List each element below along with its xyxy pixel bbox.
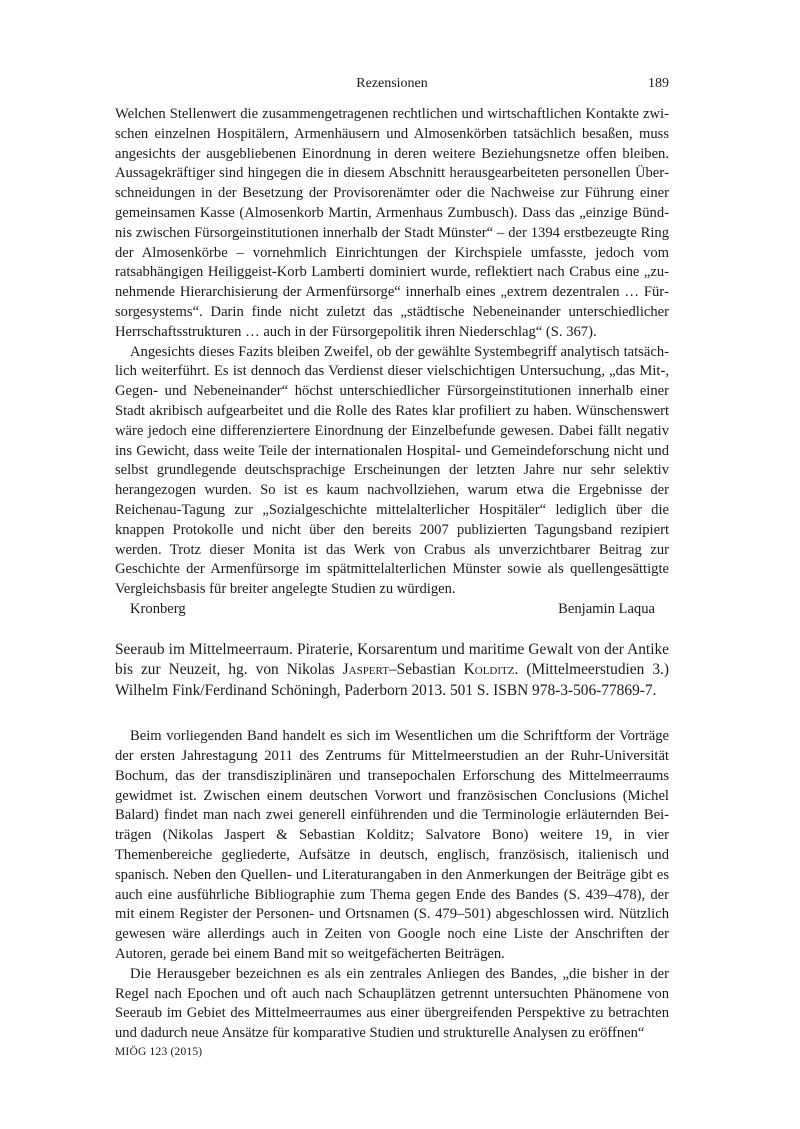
book-publication-info: . (Mittelmeerstudien 3.) Wilhelm Fink/Ferdinand Schöningh, Paderborn 2013. 501 S. ISBN 978-3-506-77869-7. <box>115 661 669 699</box>
text-block <box>115 105 669 1044</box>
review-signature <box>115 600 669 620</box>
review-body <box>115 727 669 1044</box>
journal-footer: MIÖG 123 (2015) <box>115 1046 203 1058</box>
review-paragraph-2: Die Herausgeber bezeichnen es als ein zentrales Anliegen des Bandes, „die bisher in der Regel nach Epochen und oft auch nach Schauplätzen getrennt untersuchten Phänomene von Seeraub im Gebiet des Mittelmeerraumes aus einer übergreifenden Perspektive zu betrachten und dadurch neue Ansätze für komparative Studien und strukturelle Analysen zu eröffnen“ <box>115 965 669 1042</box>
page-number: 189 <box>648 76 669 91</box>
signature-author: Benjamin Laqua <box>558 600 655 617</box>
editor-surname-1: Jaspert <box>342 661 389 679</box>
running-header <box>115 76 669 98</box>
book-bibliographic-entry <box>115 640 669 702</box>
running-title: Rezensionen <box>356 76 428 91</box>
previous-review-paragraph-2: Angesichts dieses Fazits bleiben Zweifel, ob der gewählte Systembegriff analytisch tatsächlich weiterführt. Es ist dennoch das Verdienst dieser vielschichtigen Untersuchung, „das Mit-, Gegen- und Nebeneinander“ höchst unterschiedlicher Fürsorgeinstitutionen innerhalb einer Stadt akribisch aufgearbeitet und die Rolle des Rates klar profiliert zu haben. Wünschenswert wäre jedoch eine differenziertere Einordnung der Einzelbefunde gewesen. Dabei fällt negativ ins Gewicht, dass weite Teile der internationalen Hospital- und Gemeindeforschung nicht und selbst grundlegende deutschsprachige Erscheinungen der letzten Jahre nur sehr selektiv herangezogen wurden. So ist es kaum nachvollziehen, warum etwa die Ergebnisse der Reichenau-Tagung zur „Sozialgeschichte mittelalterlicher Hospitäler“ lediglich über die knappen Protokolle und nicht über den bereits 2007 publizierten Tagungsband rezipiert werden. Trotz dieser Monita ist das Werk von Crabus als unverzichtbarer Beitrag zur Geschichte der Armenfürsorge im spätmittelalterlichen Münster sowie als quellengesättigte Vergleichsbasis für breiter angelegte Studien zu würdigen. <box>115 343 669 598</box>
editor-surname-2: Kolditz <box>463 661 515 679</box>
signature-place: Kronberg <box>130 600 186 617</box>
book-title: Seeraub im Mittelmeerraum. Piraterie, Korsarentum und maritime Gewalt von der Antike bis zur Neuzeit, hg. von Nikolas <box>115 640 669 679</box>
review-paragraph-1: Beim vorliegenden Band handelt es sich im Wesentlichen um die Schriftform der Vorträge der ersten Jahrestagung 2011 des Zentrums für Mittelmeerstudien an der Ruhr-Universität Bochum, das der transdisziplinären und transepochalen Erforschung des Mittelmeerraums gewidmet ist. Zwischen einem deutschen Vorwort und französischen Conclusions (Michel Balard) findet man nach zwei generell einführenden und die Terminologie erläuternden Beiträgen (Nikolas Jaspert & Sebastian Kolditz; Salvatore Bono) weitere 19, in vier Themenbereiche gegliederte, Aufsätze in deutsch, englisch, französisch, italienisch und spanisch. Neben den Quellen- und Literaturangaben in den Anmerkungen der Beiträge gibt es auch eine ausführliche Bibliographie zum Thema gegen Ende des Bandes (S. 439–478), der mit einem Register der Personen- und Ortsnamen (S. 479–501) abgeschlossen wird. Nützlich gewesen wäre allerdings auch in Zeiten von Google noch eine Liste der Anschriften der Autoren, gerade bei einem Band mit so weitgefächerten Beiträgen. <box>115 728 669 962</box>
previous-review-paragraph-1: Welchen Stellenwert die zusammengetragenen rechtlichen und wirtschaftlichen Kontakte zwischen einzelnen Hospitälern, Armenhäusern und Almosenkörben tatsächlich besaßen, muss angesichts der ausgebliebenen Einordnung in deren weitere Beziehungsnetze offen bleiben. Aussagekräftiger sind hingegen die in diesem Abschnitt herausgearbeiteten personellen Überschneidungen in der Besetzung der Provisorenämter oder die Nachweise zur Führung einer gemeinsamen Kasse (Almosenkorb Martin, Armenhaus Zumbusch). Dass das „einzige Bündnis zwischen Fürsorgeinstitutionen innerhalb der Stadt Münster“ – der 1394 erstbezeugte Ring der Almosenkörbe – vornehmlich Einrichtungen der Kirchspiele umfasste, jedoch vom ratsabhängigen Heiliggeist-Korb Lamberti dominiert wurde, reflektiert nach Crabus eine „zunehmende Hierarchisierung der Armenfürsorge“ innerhalb eines „extrem dezentralen … Fürsorgesystems“. Darin finde nicht zuletzt das „städtische Nebeneinander unterschiedlicher Herrschaftsstrukturen … auch in der Fürsorgepolitik ihren Niederschlag“ (S. 367). <box>115 106 669 340</box>
editor-separator: –Sebastian <box>388 661 456 679</box>
